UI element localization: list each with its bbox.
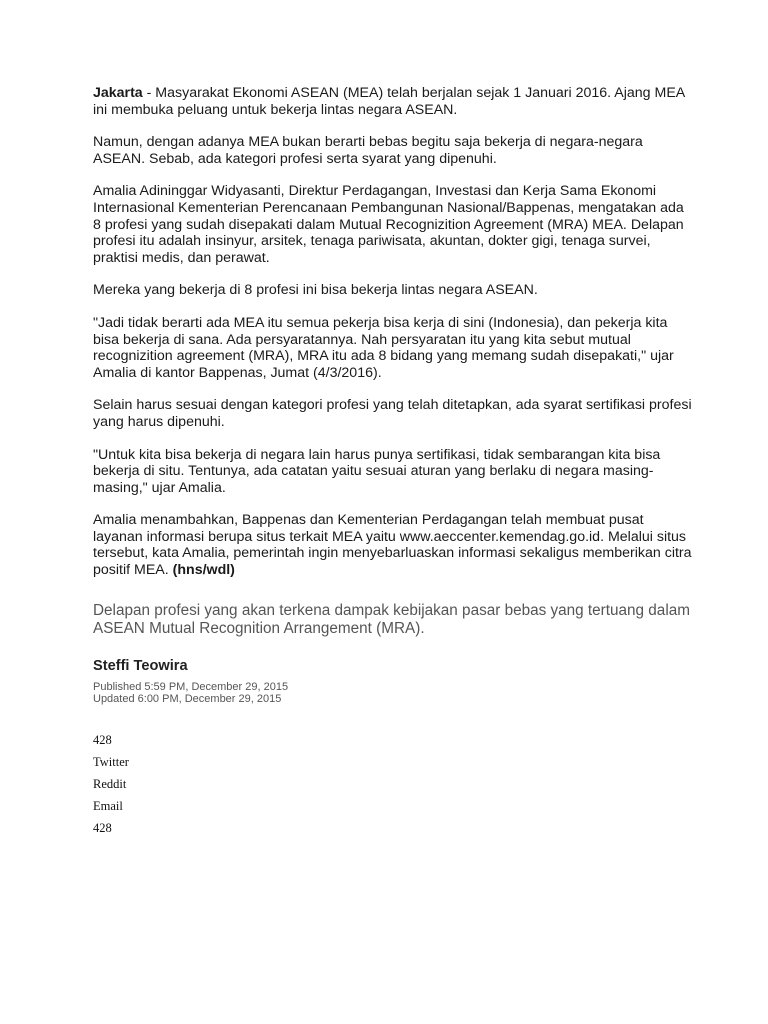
paragraph-6: Selain harus sesuai dengan kategori profesi yang telah ditetapkan, ada syarat sertifikasi profesi yang harus dipenuhi. xyxy=(93,397,692,430)
page xyxy=(93,85,693,839)
paragraph-3: Amalia Adininggar Widyasanti, Direktur Perdagangan, Investasi dan Kerja Sama Ekonomi Internasional Kementerian Perencanaan Pembangunan Nasional/Bappenas, mengatakan ada 8 profesi yang sudah disepakati dalam Mutual Recognizition Agreement (MRA) MEA. Delapan profesi itu adalah insinyur, arsitek, tenaga pariwisata, akuntan, dokter gigi, tenaga survei, praktisi medis, dan perawat. xyxy=(93,183,684,266)
paragraph-8 xyxy=(93,512,693,578)
published-time: Published 5:59 PM, December 29, 2015 xyxy=(93,680,289,693)
share-reddit-link[interactable]: Reddit xyxy=(93,776,127,791)
share-count-bottom: 428 xyxy=(93,820,112,835)
share-twitter-link[interactable]: Twitter xyxy=(93,754,129,769)
updated-time: Updated 6:00 PM, December 29, 2015 xyxy=(93,693,282,706)
paragraph-lead xyxy=(93,85,693,118)
author-initials: (hns/wdl) xyxy=(172,562,235,579)
paragraph-4: Mereka yang bekerja di 8 profesi ini bisa bekerja lintas negara ASEAN. xyxy=(93,282,538,299)
lead-text: - Masyarakat Ekonomi ASEAN (MEA) telah berjalan sejak 1 Januari 2016. Ajang MEA ini membuka peluang untuk bekerja lintas negara ASEAN. xyxy=(93,85,685,118)
article-caption: Delapan profesi yang akan terkena dampak kebijakan pasar bebas yang tertuang dalam ASEAN Mutual Recognition Arrangement (MRA). xyxy=(93,601,690,637)
paragraph-5: "Jadi tidak berarti ada MEA itu semua pekerja bisa kerja di sini (Indonesia), dan pekerja kita bisa bekerja di sana. Ada persyaratannya. Nah persyaratan itu yang kita sebut mutual recognizition agreement (MRA), MRA itu ada 8 bidang yang memang sudah disepakati," ujar Amalia di kantor Bappenas, Jumat (4/3/2016). xyxy=(93,314,674,381)
dateline: Jakarta xyxy=(93,85,143,101)
paragraph-2: Namun, dengan adanya MEA bukan berarti bebas begitu saja bekerja di negara-negara ASEAN. Sebab, ada kategori profesi serta syarat yang dipenuhi. xyxy=(93,134,643,167)
share-links xyxy=(93,729,693,839)
share-count-top: 428 xyxy=(93,732,112,747)
paragraph-8-text: Amalia menambahkan, Bappenas dan Kementerian Perdagangan telah membuat pusat layanan informasi berupa situs terkait MEA yaitu www.aeccenter.kemendag.go.id. Melalui situs tersebut, kata Amalia, pemerintah ingin menyebarluaskan informasi sekaligus memberikan citra positif MEA. xyxy=(93,512,692,579)
paragraph-7: "Untuk kita bisa bekerja di negara lain harus punya sertifikasi, tidak sembarangan kita bisa bekerja di situ. Tentunya, ada catatan yaitu sesuai aturan yang berlaku di negara masing-masing," ujar Amalia. xyxy=(93,446,661,496)
timestamps xyxy=(93,681,693,706)
share-email-link[interactable]: Email xyxy=(93,798,123,813)
author-name: Steffi Teowira xyxy=(93,657,188,674)
article-body xyxy=(93,85,693,579)
